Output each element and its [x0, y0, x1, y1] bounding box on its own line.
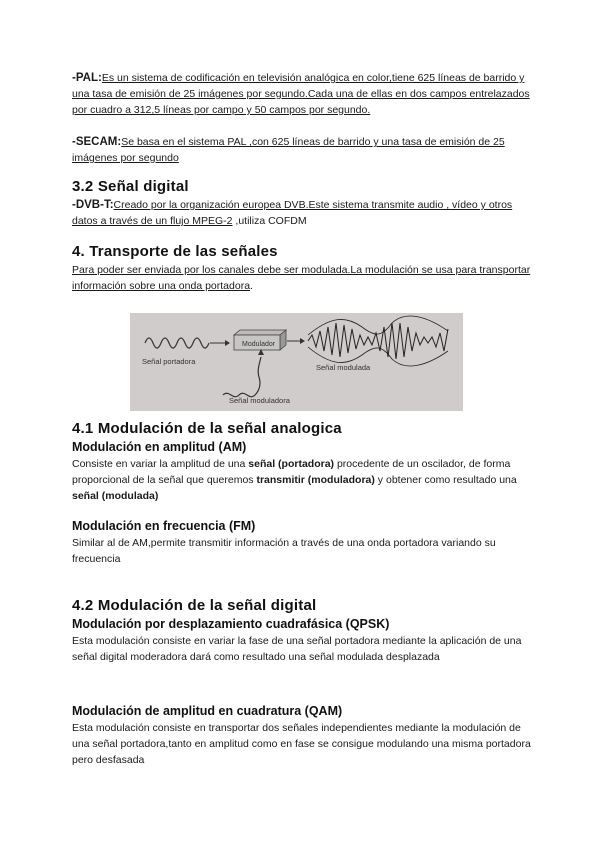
heading-qpsk: Modulación por desplazamiento cuadrafásica (QPSK): [72, 617, 390, 631]
am-text-1: Consiste en variar la amplitud de una: [72, 458, 249, 470]
secam-paragraph: [72, 134, 532, 166]
heading-transporte: 4. Transporte de las señales: [72, 243, 278, 260]
fm-paragraph: Similar al de AM,permite transmitir información a través de una onda portadora variando su frecuencia: [72, 537, 496, 565]
dvbt-label: -DVB-T:: [72, 199, 114, 211]
am-text-2: procedente de un oscilador, de forma proporcional de la señal que queremos: [72, 458, 511, 486]
qam-paragraph: Esta modulación consiste en transportar dos señales independientes mediante la modulación de una señal portadora,tanto en amplitud como en fase se consigue modulando una misma portadora pero desfasada: [72, 722, 531, 766]
document-page: [72, 70, 532, 294]
am-paragraph: [72, 456, 532, 504]
modulated-label: Señal modulada: [316, 363, 371, 372]
secam-label: -SECAM:: [72, 136, 122, 148]
pal-text: Es un sistema de codificación en televisión analógica en color,tiene 625 líneas de barrido y una tasa de emisión de 25 imágenes por segundo.Cada una de ellas en dos campos entrelazados por cuadro a 312,5 líneas por campo y 50 campos por segundo.: [72, 72, 530, 116]
heading-senal-digital: 3.2 Señal digital: [72, 178, 189, 195]
qpsk-paragraph: Esta modulación consiste en variar la fase de una señal portadora mediante la aplicación de una señal digital moderadora dará como resultado una señal modulada desplazada: [72, 635, 522, 663]
pal-paragraph: [72, 70, 532, 118]
modulator-label: Modulador: [242, 341, 276, 348]
dvbt-paragraph: [72, 197, 532, 229]
pal-label: -PAL:: [72, 72, 102, 84]
heading-am: Modulación en amplitud (AM): [72, 440, 247, 454]
carrier-label: Señal portadora: [142, 357, 196, 366]
dvbt-text: Creado por la organización europea DVB.Este sistema transmite audio , vídeo y otros datos a través de un flujo MPEG-2: [72, 199, 513, 227]
am-bold-1: señal (portadora): [248, 458, 335, 470]
modulating-label: Señal moduladora: [229, 396, 290, 405]
modulation-diagram-svg: [130, 313, 463, 411]
am-text-3: y obtener como resultado una: [374, 474, 517, 486]
heading-modulacion-analogica: 4.1 Modulación de la señal analogica: [72, 420, 342, 437]
am-bold-3: señal (modulada): [72, 490, 159, 502]
modulation-diagram: [130, 313, 463, 411]
transporte-paragraph: [72, 262, 532, 294]
heading-qam: Modulación de amplitud en cuadratura (QAM): [72, 704, 343, 718]
am-bold-2: transmitir (moduladora): [256, 474, 375, 486]
document-page-lower: [72, 420, 532, 768]
heading-modulacion-digital: 4.2 Modulación de la señal digital: [72, 597, 317, 614]
secam-text: Se basa en el sistema PAL ,con 625 líneas de barrido y una tasa de emisión de 25 imágenes por segundo: [72, 136, 505, 164]
transporte-text: Para poder ser enviada por los canales debe ser modulada.La modulación se usa para transportar información sobre una onda portadora: [72, 264, 531, 292]
dvbt-text-tail: ,utiliza COFDM: [232, 215, 307, 227]
transporte-text-tail: .: [250, 280, 253, 292]
heading-fm: Modulación en frecuencia (FM): [72, 519, 256, 533]
